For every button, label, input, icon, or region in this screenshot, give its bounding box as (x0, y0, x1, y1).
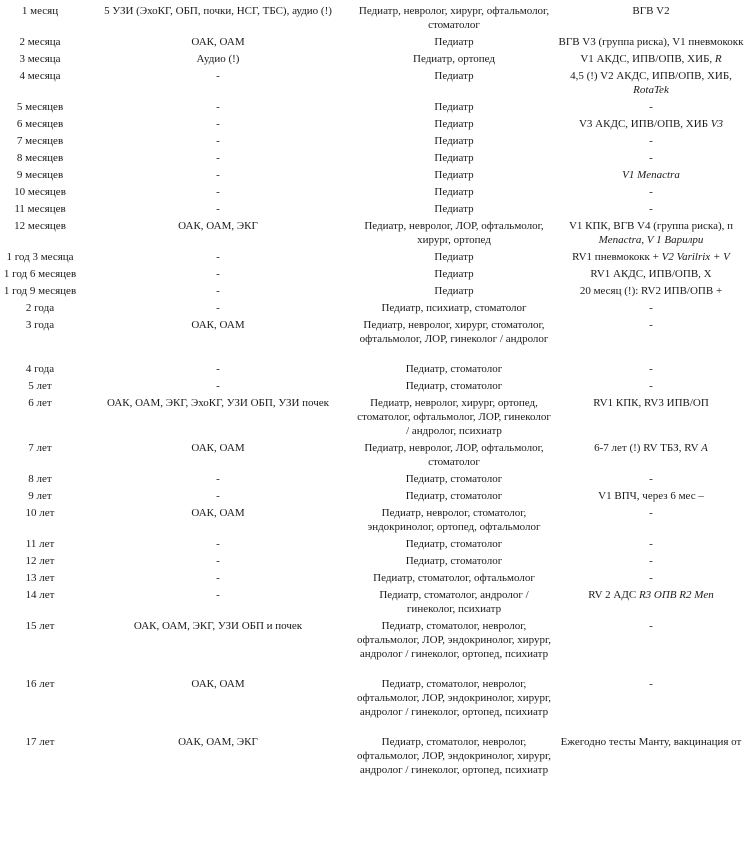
table-row (0, 674, 750, 732)
doctors-cell: Педиатр, стоматолог, невролог, офтальмолог, ЛОР, эндокринолог, хирург, андролог / гинеколог, ортопед, психиатр (357, 736, 551, 776)
table-row (0, 199, 750, 216)
age-cell: 7 лет (28, 442, 52, 454)
table-row (0, 534, 750, 551)
vaccines-text: ВГВ V3 (группа риска), V1 пневмококк (558, 36, 744, 48)
table-row (0, 376, 750, 393)
tests-cell: - (216, 572, 220, 584)
doctors-cell: Педиатр, стоматолог (405, 490, 503, 502)
doctors-cell: Педиатр (434, 101, 474, 113)
doctors-cell: Педиатр (434, 152, 474, 164)
age-cell: 1 год 6 месяцев (3, 268, 77, 280)
vaccines-text: - (649, 152, 653, 164)
vaccines-cell (552, 182, 750, 199)
vaccines-cell (552, 131, 750, 148)
age-cell: 10 месяцев (14, 186, 66, 198)
doctors-cell: Педиатр (434, 203, 474, 215)
vaccines-cell (552, 97, 750, 114)
age-cell: 4 года (25, 363, 55, 375)
vaccines-cell (552, 216, 750, 247)
vaccines-text: 20 месяц (!): RV2 ИПВ/ОПВ + (579, 285, 723, 297)
vaccines-italic-text: R3 ОПВ R2 Men (638, 589, 714, 601)
age-cell: 1 год 9 месяцев (3, 285, 77, 297)
table-row (0, 1, 750, 32)
doctors-cell: Педиатр, стоматолог (405, 363, 503, 375)
age-cell: 14 лет (25, 589, 55, 601)
vaccines-cell (552, 165, 750, 182)
vaccines-italic-text: Menactra, V 1 Варилри (598, 234, 704, 246)
table-row (0, 49, 750, 66)
table-row (0, 616, 750, 674)
vaccines-italic-text: RotaTek (633, 84, 669, 96)
tests-cell: - (216, 251, 220, 263)
vaccines-cell (552, 148, 750, 165)
vaccines-cell (552, 486, 750, 503)
table-row (0, 393, 750, 438)
vaccines-cell (552, 393, 750, 438)
doctors-cell: Педиатр (434, 118, 474, 130)
table-row (0, 32, 750, 49)
doctors-cell: Педиатр, невролог, хирург, ортопед, стоматолог, офтальмолог, ЛОР, гинеколог / андролог, психиатр (357, 397, 551, 437)
tests-cell: - (216, 101, 220, 113)
doctors-cell: Педиатр (434, 135, 474, 147)
doctors-cell: Педиатр, невролог, хирург, стоматолог, офтальмолог, ЛОР, гинеколог / андролог (359, 319, 549, 345)
vaccines-cell (552, 469, 750, 486)
vaccines-cell (552, 585, 750, 616)
doctors-cell: Педиатр (434, 186, 474, 198)
vaccines-cell (552, 376, 750, 393)
age-cell: 7 месяцев (16, 135, 64, 147)
tests-cell: - (216, 70, 220, 82)
vaccines-text: RV 2 АДС (588, 589, 639, 601)
vaccines-cell (552, 616, 750, 674)
vaccines-text: - (649, 319, 653, 331)
age-cell: 3 месяца (19, 53, 61, 65)
age-cell: 8 месяцев (16, 152, 64, 164)
age-cell: 12 лет (25, 555, 55, 567)
vaccines-text: - (649, 678, 653, 690)
tests-cell: ОАК, ОАМ, ЭКГ (178, 220, 258, 232)
doctors-cell: Педиатр, ортопед (413, 53, 495, 65)
doctors-cell: Педиатр, стоматолог, невролог, офтальмолог, ЛОР, эндокринолог, хирург, андролог / гинеколог, ортопед, психиатр (357, 620, 551, 660)
age-cell: 1 месяц (21, 5, 59, 17)
tests-cell: - (216, 152, 220, 164)
vaccines-cell (552, 114, 750, 131)
age-cell: 12 месяцев (14, 220, 66, 232)
vaccines-text: V1 КПК, ВГВ V4 (группа риска), п (568, 220, 734, 232)
vaccines-cell (552, 551, 750, 568)
doctors-cell: Педиатр (434, 70, 474, 82)
tests-cell: Аудио (!) (196, 53, 240, 65)
table-row (0, 216, 750, 247)
table-row (0, 551, 750, 568)
doctors-cell: Педиатр (434, 285, 474, 297)
vaccines-text: V3 АКДС, ИПВ/ОПВ, ХИБ (578, 118, 711, 130)
tests-cell: - (216, 169, 220, 181)
vaccines-text: - (649, 363, 653, 375)
vaccines-text: - (649, 101, 653, 113)
tests-cell: ОАК, ОАМ (191, 678, 245, 690)
doctors-cell: Педиатр, стоматолог (405, 555, 503, 567)
doctors-cell: Педиатр, невролог, ЛОР, офтальмолог, хирург, ортопед (364, 220, 544, 246)
age-cell: 10 лет (25, 507, 55, 519)
table-row (0, 264, 750, 281)
tests-cell: - (216, 589, 220, 601)
tests-cell: - (216, 135, 220, 147)
age-cell: 16 лет (25, 678, 55, 690)
doctors-cell: Педиатр, невролог, ЛОР, офтальмолог, стоматолог (364, 442, 544, 468)
vaccines-text: - (649, 473, 653, 485)
tests-cell: - (216, 490, 220, 502)
age-cell: 9 месяцев (16, 169, 64, 181)
tests-cell: - (216, 186, 220, 198)
doctors-cell: Педиатр (434, 36, 474, 48)
age-cell: 6 лет (28, 397, 52, 409)
vaccines-cell (552, 534, 750, 551)
doctors-cell: Педиатр, стоматолог, невролог, офтальмолог, ЛОР, эндокринолог, хирург, андролог / гинеколог, ортопед, психиатр (357, 678, 551, 718)
table-row (0, 281, 750, 298)
tests-cell: - (216, 538, 220, 550)
tests-cell (80, 0, 356, 1)
vaccines-cell (552, 66, 750, 97)
vaccines-text: - (649, 620, 653, 632)
age-cell: 11 лет (25, 538, 55, 550)
vaccines-italic-text: V1 Menactra (622, 169, 680, 181)
vaccines-cell (552, 568, 750, 585)
tests-cell: - (216, 380, 220, 392)
age-cell: 6 месяцев (16, 118, 64, 130)
tests-cell: - (216, 268, 220, 280)
tests-cell: ОАК, ОАМ (191, 442, 245, 454)
tests-cell: - (216, 363, 220, 375)
age-cell: 3 года (25, 319, 55, 331)
vaccines-text: - (649, 572, 653, 584)
tests-cell: - (216, 285, 220, 297)
vaccines-cell (552, 438, 750, 469)
doctors-cell: Педиатр (434, 169, 474, 181)
vaccines-cell (552, 264, 750, 281)
table-row (0, 503, 750, 534)
vaccines-cell (552, 281, 750, 298)
tests-cell: - (216, 302, 220, 314)
vaccines-cell (552, 732, 750, 790)
age-cell: 5 лет (28, 380, 52, 392)
vaccines-text: RV1 АКДС, ИПВ/ОПВ, Х (590, 268, 712, 280)
age-cell: 1 год 3 месяца (6, 251, 74, 263)
tests-cell: ОАК, ОАМ, ЭКГ (178, 736, 258, 748)
table-row (0, 469, 750, 486)
vaccines-text: - (649, 186, 653, 198)
age-cell: 11 месяцев (14, 203, 66, 215)
tests-cell: ОАК, ОАМ (191, 319, 245, 331)
age-cell: 2 месяца (19, 36, 61, 48)
age-cell: 8 лет (28, 473, 52, 485)
age-cell: 4 месяца (19, 70, 61, 82)
vaccines-cell (552, 315, 750, 359)
vaccines-cell (552, 247, 750, 264)
vaccines-text: - (649, 555, 653, 567)
tests-cell: 5 УЗИ (ЭхоКГ, ОБП, почки, НСГ, ТБС), аудио (!) (104, 5, 332, 17)
doctors-cell: Педиатр, стоматолог (405, 380, 503, 392)
table-row (0, 315, 750, 359)
table-row (0, 438, 750, 469)
age-cell: 15 лет (25, 620, 55, 632)
vaccines-cell (552, 199, 750, 216)
table-row (0, 359, 750, 376)
table-row (0, 66, 750, 97)
vaccines-cell (552, 298, 750, 315)
tests-cell: ОАК, ОАМ, ЭКГ, УЗИ ОБП и почек (133, 620, 303, 632)
tests-cell: - (216, 118, 220, 130)
age-cell (0, 0, 80, 1)
vaccines-text: RV1 КПК, RV3 ИПВ/ОП (593, 397, 709, 409)
table-row (0, 131, 750, 148)
age-cell: 13 лет (25, 572, 55, 584)
table-row (0, 298, 750, 315)
table-row (0, 568, 750, 585)
vaccines-italic-text: А (701, 442, 708, 454)
vaccines-italic-text: V3 (710, 118, 723, 130)
vaccines-cell (552, 674, 750, 732)
doctors-cell: Педиатр (434, 251, 474, 263)
doctors-cell: Педиатр, невролог, хирург, офтальмолог, стоматолог (358, 5, 550, 31)
vaccines-text: V1 АКДС, ИПВ/ОПВ, ХИБ, (580, 53, 715, 65)
vaccines-text: - (649, 507, 653, 519)
age-cell: 5 месяцев (16, 101, 64, 113)
doctors-cell: Педиатр, стоматолог (405, 538, 503, 550)
vaccines-cell (552, 49, 750, 66)
vaccines-text: - (649, 302, 653, 314)
vaccines-italic-text: R (714, 53, 722, 65)
tests-cell: ОАК, ОАМ (191, 36, 245, 48)
table-row (0, 486, 750, 503)
doctors-cell: Педиатр, психиатр, стоматолог (381, 302, 527, 314)
doctors-cell: Педиатр, стоматолог (405, 473, 503, 485)
age-cell: 17 лет (25, 736, 55, 748)
vaccines-text: 4,5 (!) V2 АКДС, ИПВ/ОПВ, ХИБ, (570, 70, 732, 82)
vaccines-text: - (649, 538, 653, 550)
vaccines-italic-text: V2 Varilrix + V (661, 251, 730, 263)
table-row (0, 247, 750, 264)
vaccines-text: V1 ВПЧ, через 6 мес – (598, 490, 704, 502)
table-row (0, 732, 750, 790)
vaccines-cell (552, 503, 750, 534)
doctors-cell: Педиатр, стоматолог, андролог / гинеколог, психиатр (379, 589, 529, 615)
vaccines-text: 6-7 лет (!) RV ТБЗ, RV (594, 442, 702, 454)
vaccines-cell (552, 1, 750, 32)
tests-cell: ОАК, ОАМ (191, 507, 245, 519)
vaccines-text: - (649, 203, 653, 215)
doctors-cell: Педиатр, невролог, стоматолог, эндокринолог, ортопед, офтальмолог (367, 507, 541, 533)
vaccines-text: ВГВ V2 (632, 5, 670, 17)
vaccines-text: - (649, 380, 653, 392)
table-row (0, 182, 750, 199)
tests-cell: - (216, 473, 220, 485)
doctors-cell: Педиатр (434, 268, 474, 280)
table-row (0, 148, 750, 165)
tests-cell: ОАК, ОАМ, ЭКГ, ЭхоКГ, УЗИ ОБП, УЗИ почек (106, 397, 330, 409)
tests-cell: - (216, 555, 220, 567)
vaccines-text: Ежегодно тесты Манту, вакцинация от (560, 736, 742, 748)
age-cell: 2 года (25, 302, 55, 314)
table-row (0, 585, 750, 616)
vaccines-text: RV1 пневмококк + (572, 251, 662, 263)
table-row (0, 114, 750, 131)
vaccines-text: - (649, 135, 653, 147)
table-row (0, 97, 750, 114)
vaccines-cell (552, 32, 750, 49)
table-row (0, 165, 750, 182)
tests-cell: - (216, 203, 220, 215)
doctors-cell: Педиатр, стоматолог, офтальмолог (373, 572, 535, 584)
age-cell: 9 лет (28, 490, 52, 502)
vaccines-cell (552, 359, 750, 376)
